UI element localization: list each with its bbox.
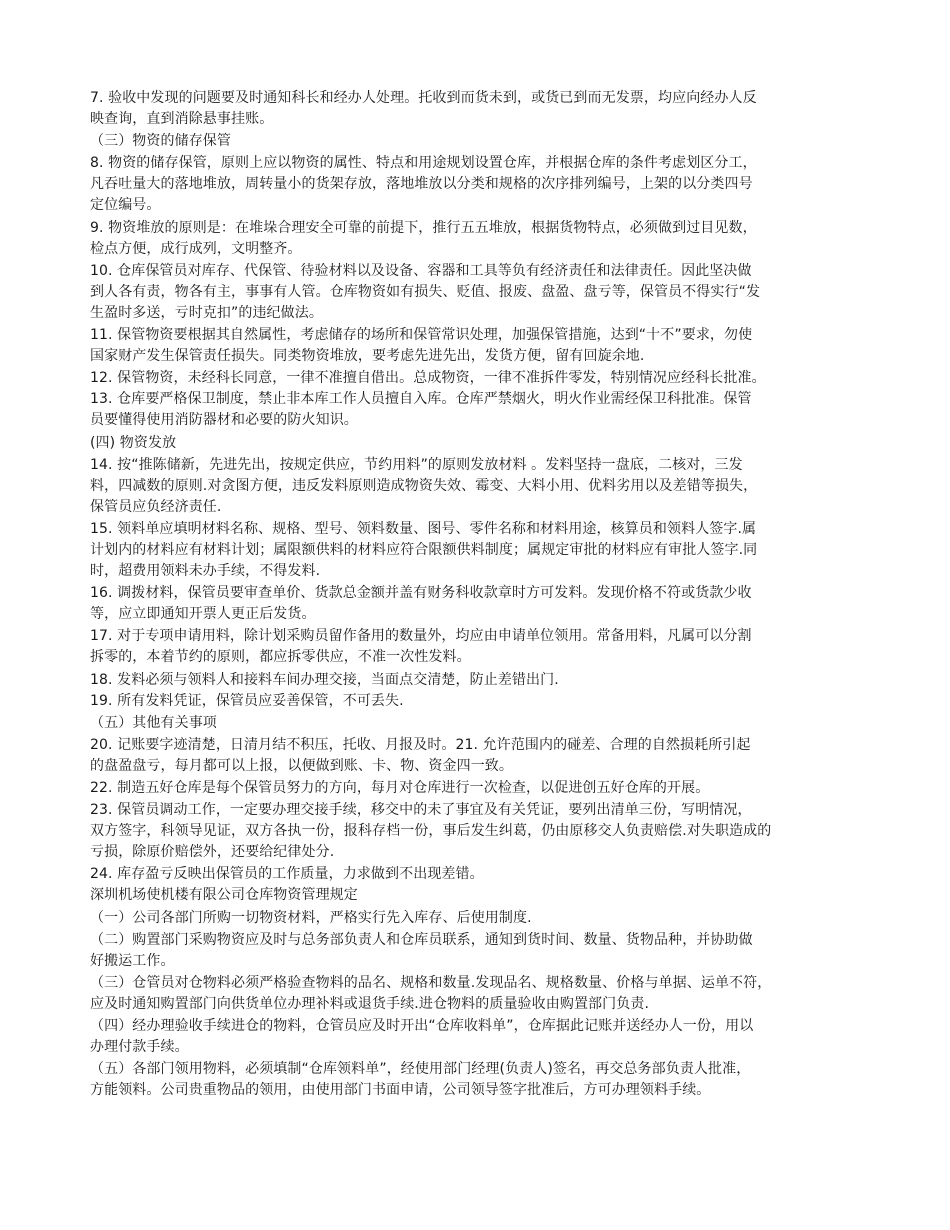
text-line: 好搬运工作。	[90, 952, 175, 969]
text-line: 生盈时多送，亏时克扣”的违纪做法。	[90, 304, 323, 321]
text-line: 9. 物资堆放的原则是：在堆垛合理安全可靠的前提下，推行五五堆放，根据货物特点，必须做到过目见数，	[90, 219, 757, 236]
text-line: 15. 领料单应填明材料名称、规格、型号、领料数量、图号、零件名称和材料用途，核算员和领料人签字.属	[90, 520, 757, 537]
text-line: 等，应立即通知开票人更正后发货。	[90, 606, 316, 623]
document-title: 深圳机场使机楼有限公司仓库物资管理规定	[90, 887, 358, 904]
section-heading: (四) 物资发放	[90, 434, 177, 451]
text-line: 的盘盈盘亏，每月都可以上报，以便做到账、卡、物、资金四一致。	[90, 757, 513, 774]
text-line: 19. 所有发料凭证，保管员应妥善保管，不可丢失.	[90, 692, 404, 709]
text-line: 13. 仓库要严格保卫制度，禁止非本库工作人员擅自入库。仓库严禁烟火，明火作业需经保卫科批准。保管	[90, 391, 752, 408]
text-line: 员要懂得使用消防器材和必要的防火知识。	[90, 412, 358, 429]
document-body	[90, 88, 880, 1101]
text-line: （二）购置部门采购物资应及时与总务部负责人和仓库员联系，通知到货时间、数量、货物品种，并协助做	[90, 931, 753, 948]
text-line: 16. 调拨材料，保管员要审查单价、货款总金额并盖有财务科收款章时方可发料。发现价格不符或货款少收	[90, 585, 752, 602]
text-line: 时，超费用领料未办手续，不得发料.	[90, 563, 321, 580]
text-line: 拆零的，本着节约的原则，都应拆零供应，不准一次性发料。	[90, 649, 471, 666]
text-line: 11. 保管物资要根据其自然属性，考虑储存的场所和保管常识处理，加强保管措施，达到“十不”要求，勿使	[90, 327, 753, 344]
text-line: 凡吞吐量大的落地堆放，周转量小的货架存放，落地堆放以分类和规格的次序排列编号，上架的以分类四号	[90, 176, 753, 193]
text-line: 保管员应负经济责任.	[90, 498, 222, 515]
text-line: 应及时通知购置部门向供货单位办理补料或退货手续.进仓物料的质量验收由购置部门负责.	[90, 995, 649, 1012]
text-line: 22. 制造五好仓库是每个保管员努力的方向，每月对仓库进行一次检查，以促进创五好仓库的开展。	[90, 780, 710, 796]
text-line: 双方签字，科领导见证，双方各执一份，报科存档一份，事后发生纠葛，仍由原移交人负责赔偿.对失职造成的	[90, 823, 772, 840]
text-line: 办理付款手续。	[90, 1039, 189, 1056]
text-line: 亏损，除原价赔偿外，还要给纪律处分.	[90, 844, 335, 861]
text-line: （三）仓管员对仓物料必须严格验查物料的品名、规格和数量.发现品名、规格数量、价格与单据、运单不符，	[90, 974, 772, 991]
text-line: 料，四减数的原则.对贪图方便，违反发料原则造成物资失效、霉变、大料小用、优料劣用以及差错等损失，	[90, 477, 758, 494]
text-line: （一）公司各部门所购一切物资材料，严格实行先入库存、后使用制度.	[90, 909, 532, 926]
text-line: （五）各部门领用物料，必须填制“仓库领料单”，经使用部门经理(负责人)签名，再交总务部负责人批准，	[90, 1061, 751, 1078]
text-line: 国家财产发生保管责任损失。同类物资堆放，要考虑先进先出，发货方便，留有回旋余地.	[90, 348, 645, 365]
text-line: 检点方便，成行成列，文明整齐。	[90, 240, 302, 257]
section-heading: （五）其他有关事项	[90, 714, 217, 731]
text-line: 8. 物资的储存保管，原则上应以物资的属性、特点和用途规划设置仓库，并根据仓库的条件考虑划区分工，	[90, 155, 757, 172]
section-heading: （三）物资的储存保管	[90, 133, 231, 150]
text-line: 17. 对于专项申请用料，除计划采购员留作备用的数量外，均应由申请单位领用。常备用料，凡属可以分割	[90, 628, 752, 645]
text-line: 24. 库存盈亏反映出保管员的工作质量，力求做到不出现差错。	[90, 866, 484, 883]
text-line: 方能领料。公司贵重物品的领用，由使用部门书面申请，公司领导签字批准后，方可办理领料手续。	[90, 1082, 711, 1099]
text-line: 计划内的材料应有材料计划；属限额供料的材料应符合限额供料制度；属规定审批的材料应有审批人签字.同	[90, 541, 758, 558]
text-line: 到人各有责，物各有主，事事有人管。仓库物资如有损失、贬值、报废、盘盈、盘亏等，保管员不得实行“发	[90, 283, 761, 300]
text-line: （四）经办理验收手续进仓的物料，仓管员应及时开出“仓库收料单”，仓库据此记账并送经办人一份，用以	[90, 1018, 754, 1035]
text-line: 23. 保管员调动工作，一定要办理交接手续，移交中的未了事宜及有关凭证，要列出清单三份，写明情况，	[90, 802, 752, 819]
text-line: 20. 记账要字迹清楚，日清月结不积压，托收、月报及时。21. 允许范围内的碰差、合理的自然损耗所引起	[90, 736, 751, 753]
text-line: 定位编号。	[90, 197, 161, 214]
text-line: 14. 按“推陈储新，先进先出，按规定供应，节约用料”的原则发放材料 。发料坚持一盘底，二核对，三发	[90, 456, 743, 473]
text-line: 18. 发料必须与领料人和接料车间办理交接，当面点交清楚，防止差错出门.	[90, 671, 559, 688]
text-line: 映查询，直到消除悬事挂账。	[90, 111, 274, 128]
text-line: 12. 保管物资，未经科长同意，一律不准擅自借出。总成物资，一律不准拆件零发，特别情况应经科长批准。	[90, 370, 766, 387]
text-line: 10. 仓库保管员对库存、代保管、待验材料以及设备、容器和工具等负有经济责任和法律责任。因此坚决做	[90, 262, 752, 279]
text-line: 7. 验收中发现的问题要及时通知科长和经办人处理。托收到而货未到，或货已到而无发票，均应向经办人反	[90, 90, 757, 106]
